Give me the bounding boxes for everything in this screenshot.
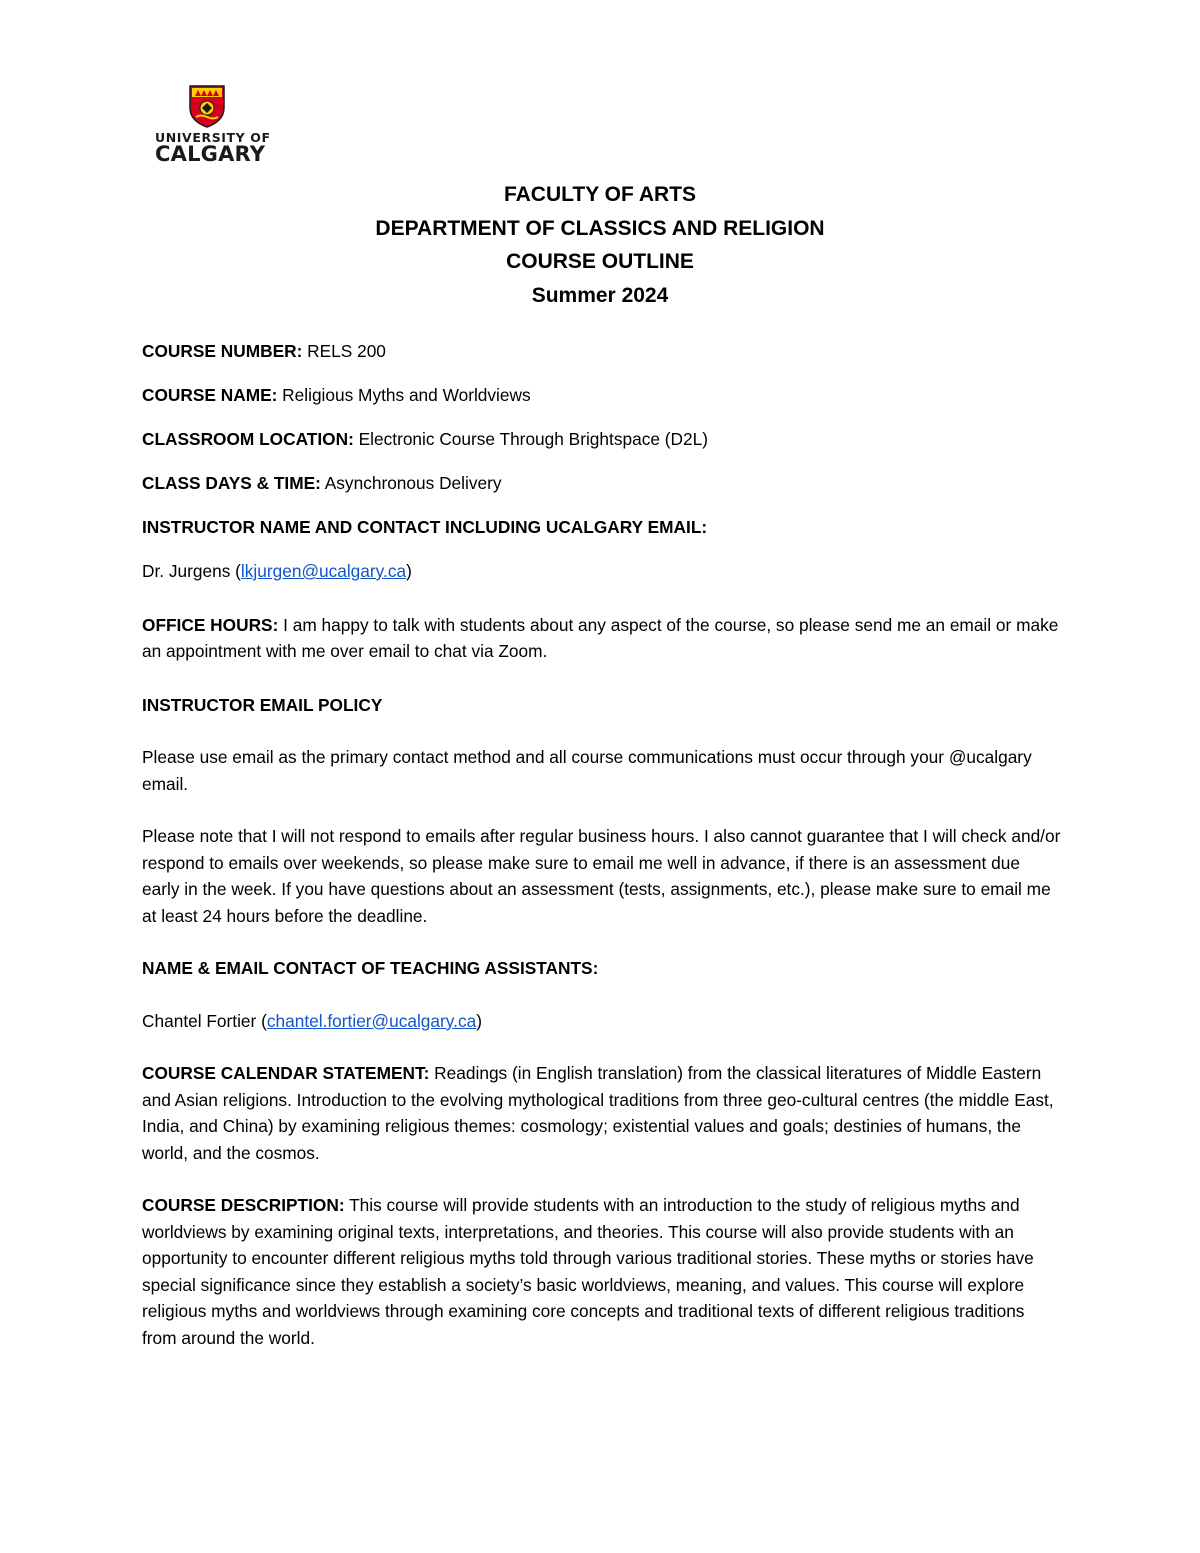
university-crest-icon [188, 84, 226, 128]
class-days-label: CLASS DAYS & TIME: [142, 473, 321, 493]
course-calendar-statement [142, 1060, 1062, 1166]
term-heading: Summer 2024 [531, 283, 669, 307]
faculty-heading: FACULTY OF ARTS [503, 183, 697, 206]
class-days-line [142, 470, 1062, 497]
teaching-assistant-contact-line [142, 1008, 1062, 1035]
course-description-value: This course will provide students with an introduction to the study of religious myths and worldviews by examining original texts, interpretations, and theories. This course will also provide students with an opportunity to encounter different religious myths told through various traditional stories. These myths or stories have special significance since they establish a society’s basic worldviews, meaning, and values. This course will explore religious myths and worldviews through examining core concepts and traditional texts of different religious traditions from around the world. [142, 1195, 1034, 1348]
classroom-location-label: CLASSROOM LOCATION: [142, 429, 354, 449]
university-logo [155, 84, 271, 166]
instructor-contact-suffix: ) [406, 561, 412, 581]
instructor-email-link[interactable]: lkjurgen@ucalgary.ca [240, 561, 407, 581]
calendar-statement-value: Readings (in English translation) from the classical literatures of Middle Eastern and Asian religions. Introduction to the evolving mythological traditions from three geo-cultural centres (the middle East, India, and China) by examining religious themes: cosmology; existential values and goals; destinies of humans, the world, and the cosmos. [142, 1063, 1054, 1163]
email-policy-paragraph-1: Please use email as the primary contact method and all course communications must occur through your @ucalgary email. [142, 747, 1032, 794]
email-policy-paragraph-2: Please note that I will not respond to emails after regular business hours. I also cannot guarantee that I will check and/or respond to emails over weekends, so please make sure to email me well in advance, if there is an assessment due early in the week. If you have questions about an assessment (tests, assignments, etc.), please make sure to email me at least 24 hours before the deadline. [142, 826, 1061, 926]
teaching-assistants-heading: NAME & EMAIL CONTACT OF TEACHING ASSISTANTS: [142, 958, 599, 978]
instructor-name: Dr. Jurgens ( [142, 561, 241, 581]
logo-text-calgary: CALGARY [155, 142, 266, 166]
course-number-line [142, 338, 1062, 365]
course-description-label: COURSE DESCRIPTION: [142, 1195, 345, 1215]
logo-text-university-of: UNIVERSITY OF [155, 130, 271, 145]
course-description [142, 1192, 1062, 1351]
class-days-value: Asynchronous Delivery [320, 473, 502, 493]
teaching-assistant-name: Chantel Fortier ( [142, 1010, 267, 1031]
course-details [142, 338, 1062, 1351]
calendar-statement-label: COURSE CALENDAR STATEMENT: [142, 1063, 430, 1083]
classroom-location-value: Electronic Course Through Brightspace (D2L) [353, 429, 708, 449]
department-heading: DEPARTMENT OF CLASSICS AND RELIGION [375, 216, 825, 240]
office-hours-paragraph [142, 612, 1062, 665]
course-number-label: COURSE NUMBER: [142, 341, 303, 361]
document-header [0, 178, 1200, 312]
email-policy-heading: INSTRUCTOR EMAIL POLICY [142, 694, 383, 715]
office-hours-label: OFFICE HOURS: [142, 614, 279, 635]
instructor-contact-line [142, 558, 1062, 585]
teaching-assistant-email-link[interactable]: chantel.fortier@ucalgary.ca [266, 1010, 477, 1031]
instructor-heading: INSTRUCTOR NAME AND CONTACT INCLUDING UCALGARY EMAIL: [142, 517, 708, 537]
classroom-location-line [142, 426, 1062, 453]
course-name-label: COURSE NAME: [142, 385, 278, 405]
teaching-assistant-contact-suffix: ) [476, 1010, 482, 1031]
document-type-heading: COURSE OUTLINE [506, 250, 694, 273]
office-hours-value: I am happy to talk with students about any aspect of the course, so please send me an email or make an appointment with me over email to chat via Zoom. [142, 614, 1059, 661]
course-name-value: Religious Myths and Worldviews [277, 385, 531, 405]
course-number-value: RELS 200 [302, 341, 386, 361]
course-name-line [142, 382, 1062, 409]
